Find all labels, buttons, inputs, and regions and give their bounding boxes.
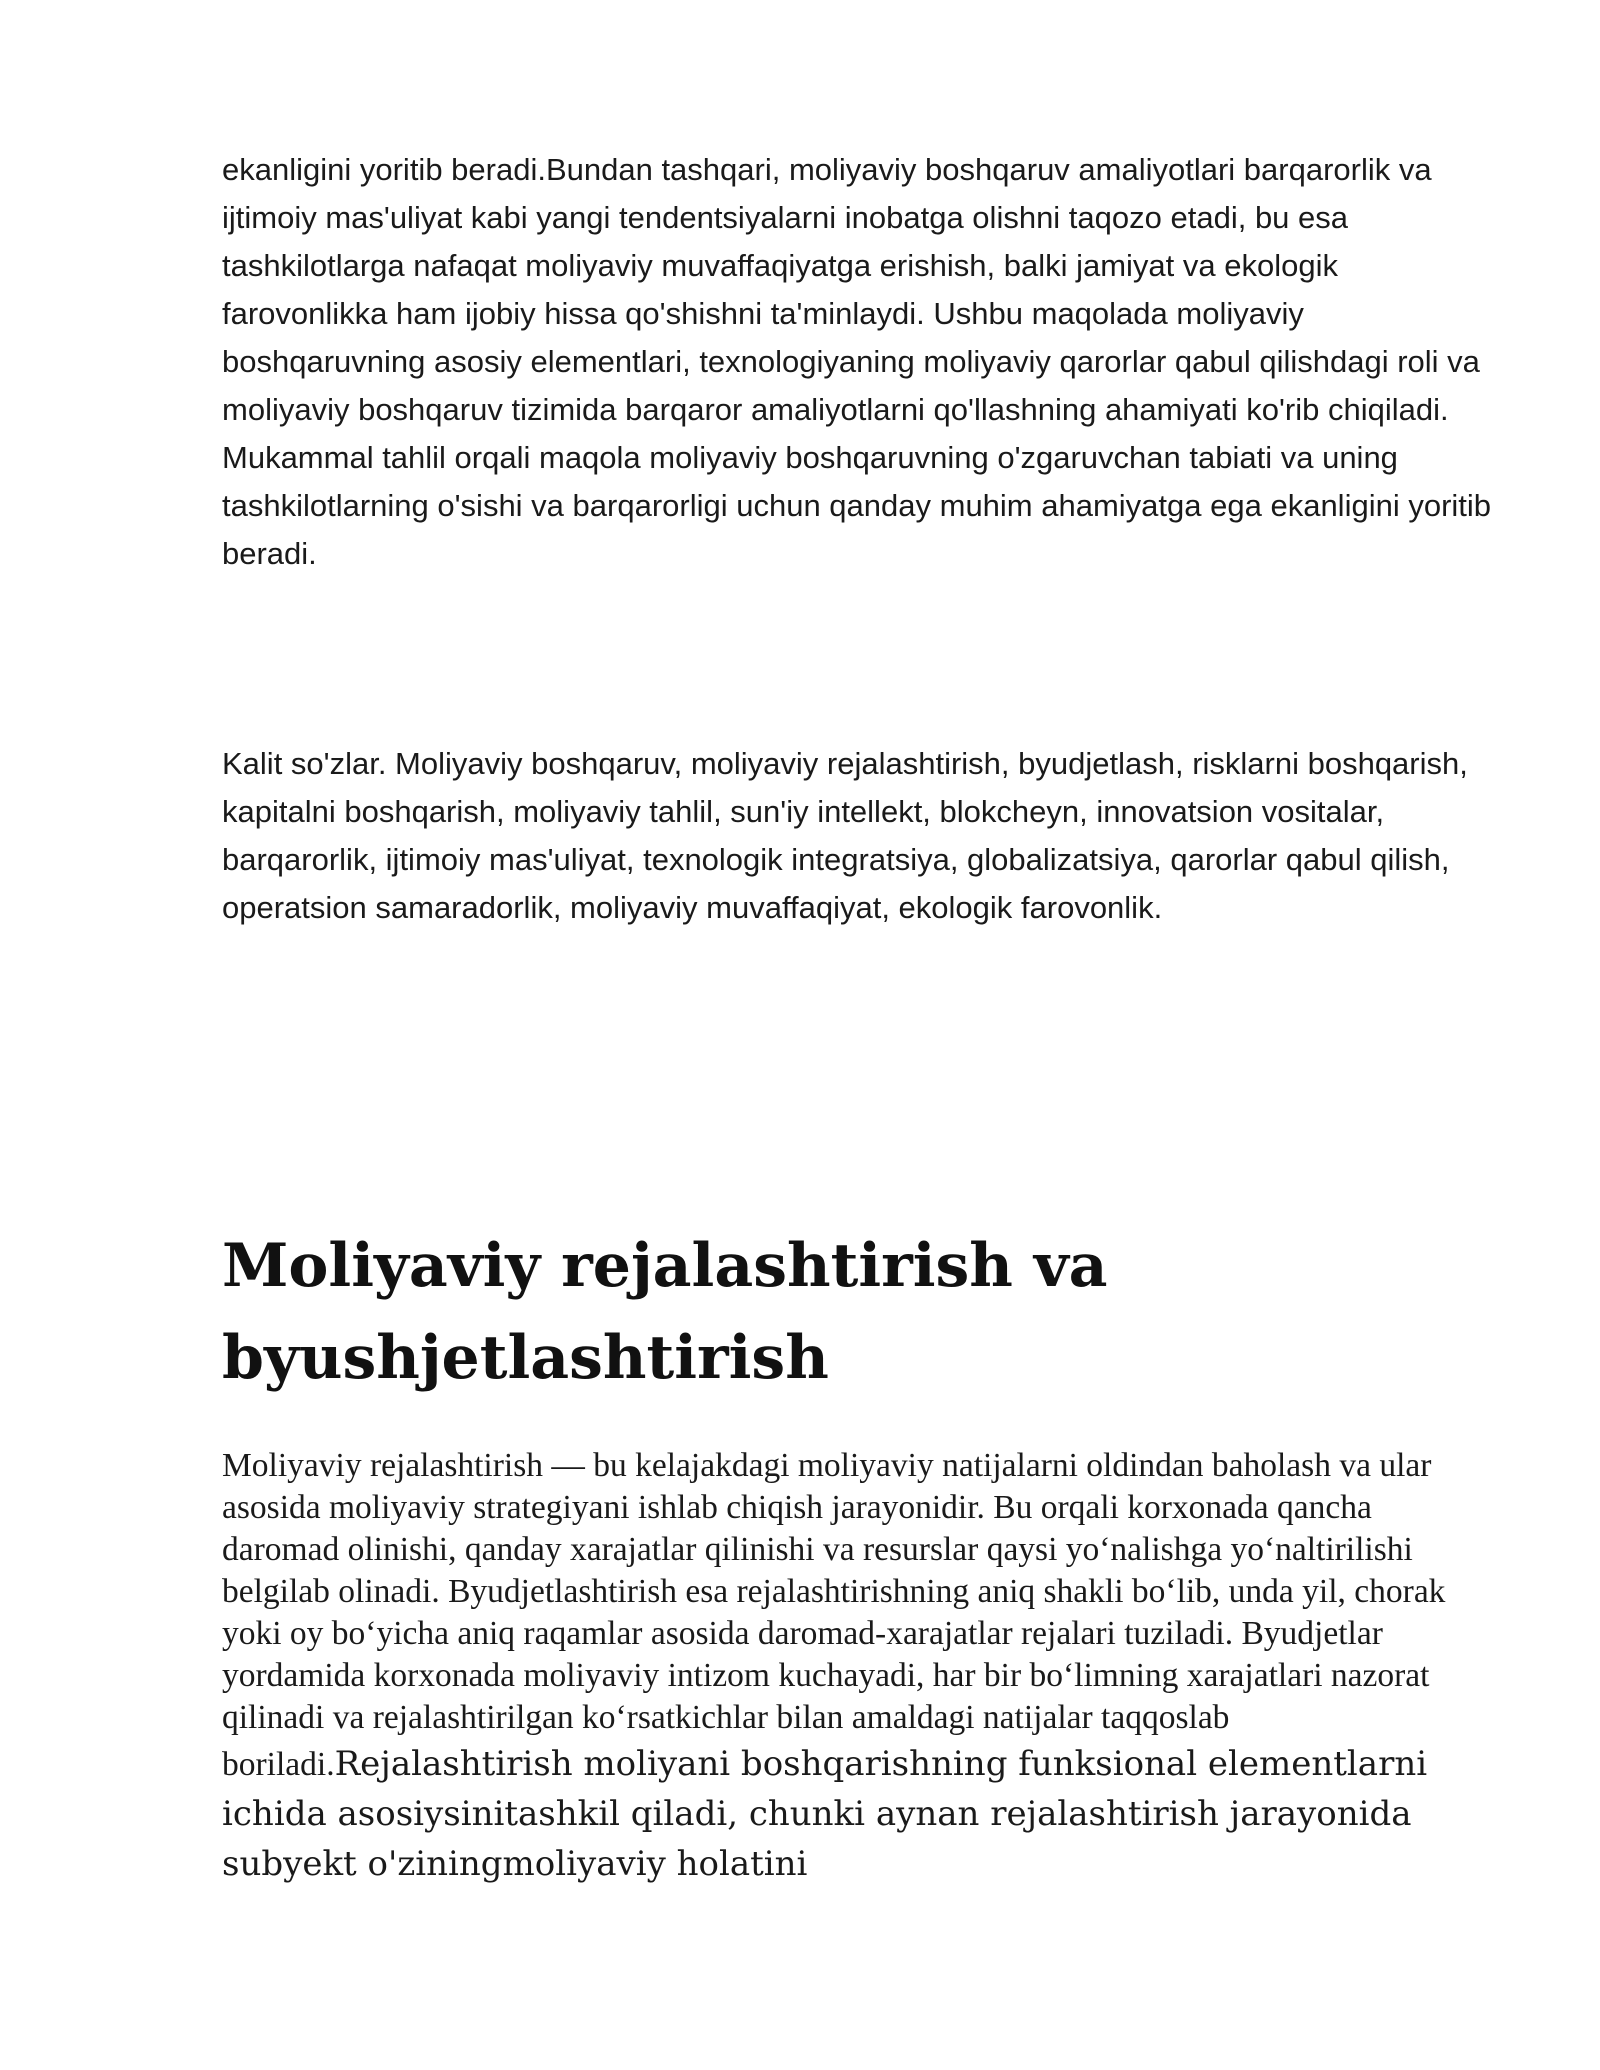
keywords-paragraph: Kalit so'zlar. Moliyaviy boshqaruv, moliyaviy rejalashtirish, byudjetlash, risklarni boshqarish, kapitalni boshqarish, moliyaviy tahlil, sun'iy intellekt, blokcheyn, innovatsion vositalar, barqarorlik, ijtimoiy mas'uliyat, texnologik integratsiya, globalizatsiya, qarorlar qabul qilish, operatsion samaradorlik, moliyaviy muvaffaqiyat, ekologik farovonlik. [222, 746, 1468, 925]
abstract-paragraph: ekanligini yoritib beradi.Bundan tashqari, moliyaviy boshqaruv amaliyotlari barqarorlik va ijtimoiy mas'uliyat kabi yangi tendentsiyalarni inobatga olishni taqozo etadi, bu esa tashkilotlarga nafaqat moliyaviy muvaffaqiyatga erishish, balki jamiyat va ekologik farovonlikka ham ijobiy hissa qo'shishni ta'minlaydi. Ushbu maqolada moliyaviy boshqaruvning asosiy elementlari, texnologiyaning moliyaviy qarorlar qabul qilishdagi roli va moliyaviy boshqaruv tizimida barqaror amaliyotlarni qo'llashning ahamiyati ko'rib chiqiladi. Mukammal tahlil orqali maqola moliyaviy boshqaruvning o'zgaruvchan tabiati va uning tashkilotlarning o'sishi va barqarorligi uchun qanday muhim ahamiyatga ega ekanligini yoritib beradi. [222, 152, 1492, 571]
section-heading [222, 1220, 1422, 1404]
section-body-tail-text: Rejalashtirish moliyani boshqarishning funksional elementlarni ichida asosiysinitashkil qiladi, chunki aynan rejalashtirish jarayonida subyekt o'ziningmoliyaviy holatini [222, 1744, 1428, 1884]
section-body-paragraph [222, 1445, 1487, 1889]
section-heading-line-2: byushjetlashtirish [222, 1323, 829, 1393]
section-body-text: Moliyaviy rejalashtirish — bu kelajakdagi moliyaviy natijalarni oldindan baholash va ular asosida moliyaviy strategiyani ishlab chiqish jarayonidir. Bu orqali korxonada qancha daromad olinishi, qanday xarajatlar qilinishi va resurslar qaysi yoʻnalishga yoʻnaltirilishi belgilab olinadi. Byudjetlashtirish esa rejalashtirishning aniq shakli boʻlib, unda yil, chorak yoki oy boʻyicha aniq raqamlar asosida daromad-xarajatlar rejalari tuziladi. Byudjetlar yordamida korxonada moliyaviy intizom kuchayadi, har bir boʻlimning xarajatlari nazorat qilinadi va rejalashtirilgan koʻrsatkichlar bilan amaldagi natijalar taqqoslab boriladi. [222, 1447, 1446, 1783]
section-heading-line-1: Moliyaviy rejalashtirish va [222, 1231, 1108, 1301]
